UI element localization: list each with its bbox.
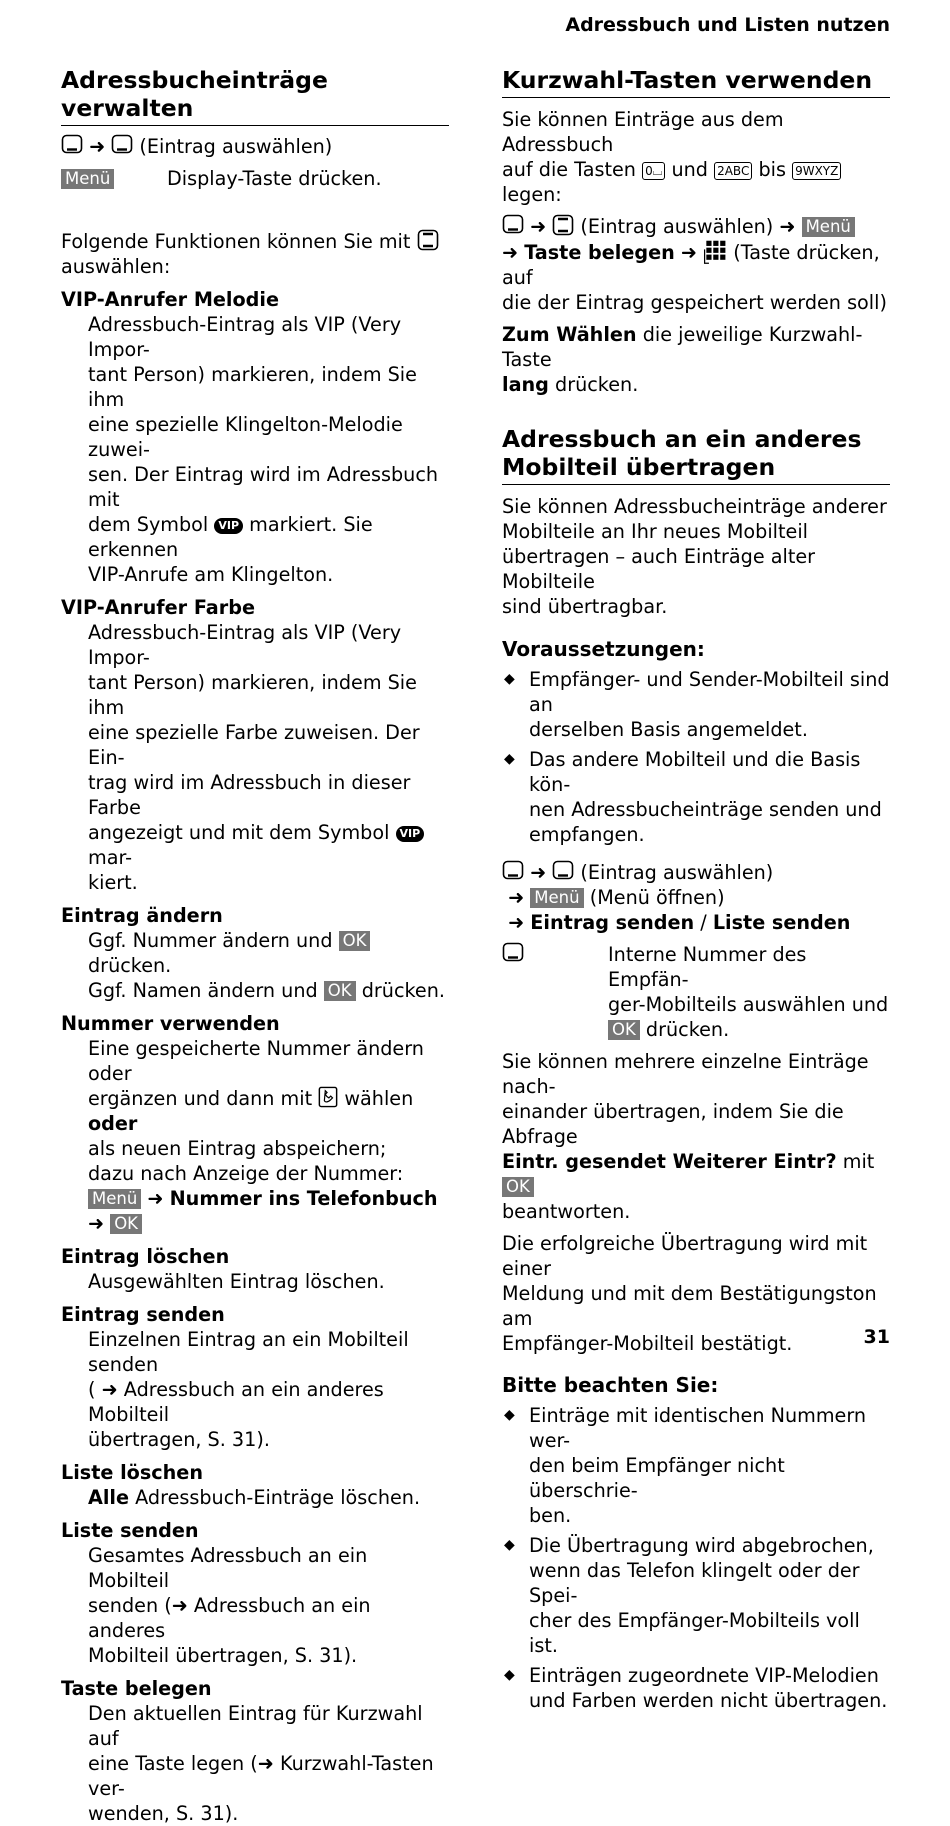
intro-text-a: Folgende Funktionen können Sie mit [61, 230, 411, 253]
arrow-icon: ➜ [680, 241, 697, 264]
menu-key-row [61, 166, 449, 191]
menu-key-text: Display-Taste drücken. [167, 167, 382, 190]
speed-dial-usage: Zum Wählen die jeweilige Kurzwahl-Taste lang drücken. [502, 323, 863, 396]
arrow-icon: ➜ [530, 861, 547, 884]
success-text: Die erfolgreiche Übertragung wird mit einer Meldung und mit dem Bestätigungston am Empfänger-Mobilteil bestätigt. [502, 1232, 877, 1355]
nav-instruction-text: (Eintrag auswählen) [139, 135, 333, 158]
requirements-list [502, 667, 890, 847]
def-vip-melody: Adressbuch-Eintrag als VIP (Very Impor- tant Person) markieren, indem Sie ihm eine spezielle Klingelton-Melodie zuwei- sen. Der Eintrag wird im Adressbuch mit dem Symbol VIP markiert. Sie erkennen VIP-Anrufe am Klingelton. [88, 313, 439, 586]
arrow-icon: ➜ [502, 241, 519, 264]
arrow-icon: ➜ [171, 1594, 188, 1617]
def-use-number: Eine gespeicherte Nummer ändern oder ergänzen und dann mit wählen oder als neuen Eintrag abspeichern; dazu nach Anzeige der Nummer: Menü ➜ Nummer ins Telefonbuch ➜ OK [88, 1037, 438, 1235]
arrow-icon: ➜ [779, 215, 796, 238]
nav-key-icon [502, 214, 524, 236]
arrow-icon: ➜ [101, 1378, 118, 1401]
arrow-icon: ➜ [147, 1187, 164, 1210]
nav-instruction [61, 134, 449, 159]
menu-key: Menü [530, 888, 583, 908]
list-item: ◆ Einträge mit identischen Nummern wer- den beim Empfänger nicht überschrie- ben. [504, 1404, 867, 1527]
notes-heading: Bitte beachten Sie: [502, 1373, 719, 1397]
intro-text [61, 229, 449, 279]
keypad-icon [703, 239, 727, 265]
ok-key: OK [110, 1214, 142, 1234]
menu-key: Menü [61, 169, 114, 189]
menu-key: Menü [802, 217, 855, 237]
term-use-number: Nummer verwenden [61, 1012, 280, 1035]
term-vip-color: VIP-Anrufer Farbe [61, 596, 255, 619]
arrow-icon: ➜ [530, 215, 547, 238]
bullet-icon: ◆ [504, 1537, 515, 1553]
key-0-icon: 0⌴ [642, 162, 665, 180]
notes-list [502, 1403, 890, 1713]
speed-dial-intro: Sie können Einträge aus dem Adressbuch auf die Tasten 0⌴ und 2ABC bis 9WXYZ legen: [502, 107, 890, 207]
def-edit-entry: Ggf. Nummer ändern und OK drücken. Ggf. Namen ändern und OK drücken. [88, 929, 445, 1002]
transfer-steps: ➜ (Eintrag auswählen) ➜ Menü (Menü öffnen) ➜ Eintrag senden / Liste senden [502, 860, 890, 935]
vip-icon: VIP [396, 826, 425, 842]
bullet-icon: ◆ [504, 1407, 515, 1423]
internal-number-row [502, 942, 890, 1042]
menu-key: Menü [88, 1189, 141, 1209]
multiple-entries-text: Sie können mehrere einzelne Einträge nach- einander übertragen, indem Sie die Abfrage Eintr. gesendet Weiterer Eintr? mit OK beantworten. [502, 1050, 875, 1223]
nav-key-icon [61, 134, 83, 156]
arrow-icon: ➜ [508, 886, 525, 909]
def-assign-key: Den aktuellen Eintrag für Kurzwahl auf eine Taste legen (➜ Kurzwahl-Tasten ver- wenden, S. 31). [88, 1702, 434, 1825]
term-assign-key: Taste belegen [61, 1677, 212, 1700]
nav-key-icon [502, 942, 524, 964]
list-item: ◆ Das andere Mobilteil und die Basis kön- nen Adressbucheinträge senden und empfangen. [504, 748, 882, 846]
nav-key-icon [552, 860, 574, 882]
def-send-entry: Einzelnen Eintrag an ein Mobilteil senden ( ➜ Adressbuch an ein anderes Mobilteil übertragen, S. 31). [88, 1328, 409, 1451]
term-delete-list: Liste löschen [61, 1461, 203, 1484]
key-9-icon: 9WXYZ [792, 162, 841, 180]
call-key-icon [318, 1086, 338, 1108]
term-edit-entry: Eintrag ändern [61, 904, 223, 927]
section-title-manage-entries: Adressbucheinträge verwalten [61, 66, 449, 126]
def-delete-list: Alle Adressbuch-Einträge löschen. [88, 1486, 421, 1509]
left-column [61, 66, 449, 1826]
arrow-icon: ➜ [257, 1752, 274, 1775]
bullet-icon: ◆ [504, 671, 515, 687]
ok-key: OK [608, 1020, 640, 1040]
key-2-icon: 2ABC [714, 162, 752, 180]
nav-key-icon [502, 860, 524, 882]
section-title-speed-dial: Kurzwahl-Tasten verwenden [502, 66, 890, 98]
right-column [502, 66, 890, 1713]
list-item: ◆ Die Übertragung wird abgebrochen, wenn das Telefon klingelt oder der Spei- cher des Empfänger-Mobilteils voll ist. [504, 1534, 874, 1657]
term-send-entry: Eintrag senden [61, 1303, 225, 1326]
list-item: ◆ Einträgen zugeordnete VIP-Melodien und Farben werden nicht übertragen. [504, 1664, 888, 1712]
requirements-heading: Voraussetzungen: [502, 637, 705, 661]
def-delete-entry: Ausgewählten Eintrag löschen. [88, 1270, 385, 1293]
intro-text-b: auswählen: [61, 255, 171, 278]
arrow-icon: ➜ [88, 1212, 105, 1235]
nav-updown-key-icon [552, 214, 574, 236]
term-send-list: Liste senden [61, 1519, 199, 1542]
running-head: Adressbuch und Listen nutzen [565, 14, 890, 36]
term-vip-melody: VIP-Anrufer Melodie [61, 288, 280, 311]
transfer-intro: Sie können Adressbucheinträge anderer Mobilteile an Ihr neues Mobilteil übertragen – auch Einträge alter Mobilteile sind übertragbar. [502, 495, 887, 618]
term-delete-entry: Eintrag löschen [61, 1245, 230, 1268]
nav-key-icon [111, 134, 133, 156]
arrow-icon: ➜ [89, 135, 106, 158]
internal-number-text: Interne Nummer des Empfän- ger-Mobilteils auswählen und OK drücken. [608, 943, 889, 1041]
ok-key: OK [502, 1177, 534, 1197]
nav-updown-key-icon [417, 229, 439, 251]
ok-key: OK [339, 931, 371, 951]
speed-dial-steps: ➜ (Eintrag auswählen) ➜ Menü ➜ Taste belegen ➜ (Taste drücken, auf die der Eintrag gespeichert werden soll) [502, 215, 887, 314]
bullet-icon: ◆ [504, 1667, 515, 1683]
def-vip-color: Adressbuch-Eintrag als VIP (Very Impor- tant Person) markieren, indem Sie ihm eine spezielle Farbe zuweisen. Der Ein- trag wird im Adressbuch in dieser Farbe angezeigt und mit dem Symbol VIP mar- kiert. [88, 620, 449, 895]
ok-key: OK [324, 981, 356, 1001]
vip-icon: VIP [214, 518, 243, 534]
section-title-transfer: Adressbuch an ein anderes Mobilteil übertragen [502, 425, 890, 485]
def-send-list: Gesamtes Adressbuch an ein Mobilteil senden (➜ Adressbuch an ein anderes Mobilteil übertragen, S. 31). [88, 1544, 371, 1667]
list-item: ◆ Empfänger- und Sender-Mobilteil sind an derselben Basis angemeldet. [504, 668, 890, 741]
arrow-icon: ➜ [508, 911, 525, 934]
bullet-icon: ◆ [504, 751, 515, 767]
page-number: 31 [863, 1326, 890, 1348]
